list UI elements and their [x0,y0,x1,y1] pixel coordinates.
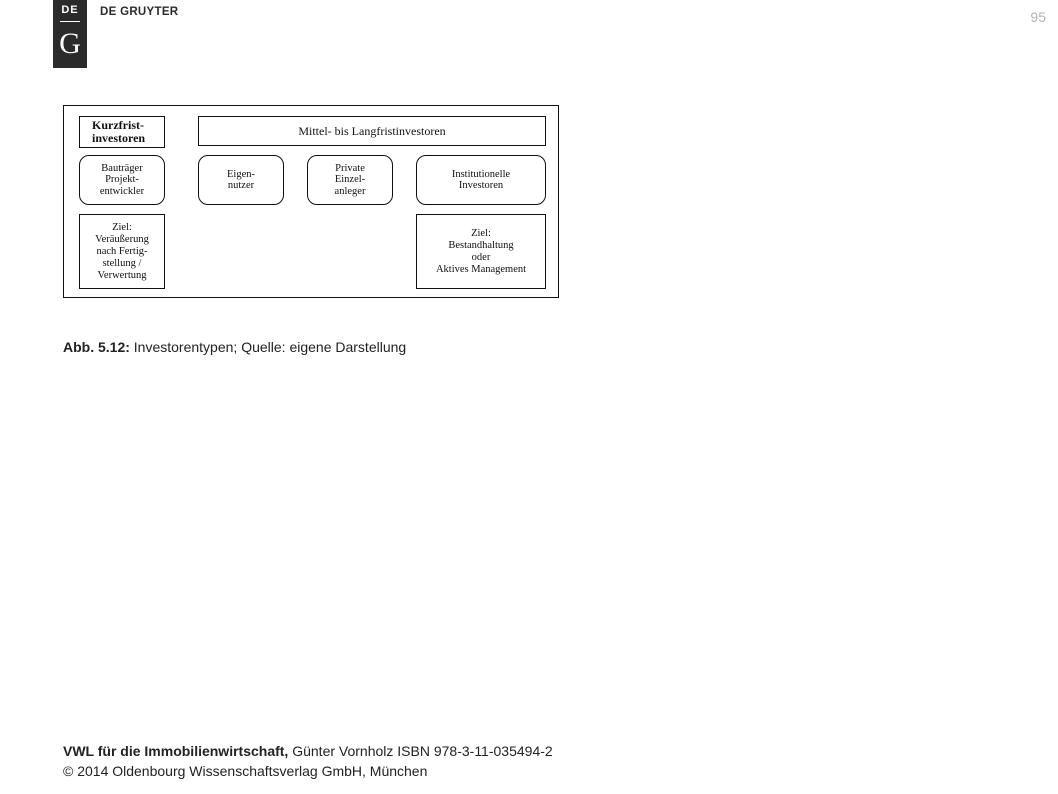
logo-g-letter: G [59,27,81,60]
box-private-einzelanleger: Private Einzel- anleger [307,155,393,205]
citation-footer [63,741,553,781]
box-institutionelle-investoren: Institutionelle Investoren [416,155,546,205]
page-number: 95 [1030,9,1046,25]
investor-types-diagram [63,105,559,298]
publisher-name: DE GRUYTER [100,6,179,18]
publisher-logo [53,0,87,68]
author-isbn: Günter Vornholz ISBN 978-3-11-035494-2 [288,743,553,759]
footer-line-1 [63,741,553,761]
copyright-line: © 2014 Oldenbourg Wissenschaftsverlag GmbH, München [63,763,428,779]
book-title: VWL für die Immobilienwirtschaft, [63,743,289,759]
box-bautraeger: Bauträger Projekt- entwickler [79,155,165,205]
caption-text: Investorentypen; Quelle: eigene Darstellung [129,339,407,355]
caption-label: Abb. 5.12: [63,339,130,355]
logo-divider [60,21,80,22]
box-eigennutzer: Eigen- nutzer [198,155,284,205]
figure-caption [63,339,406,355]
box-mittel-langfrist-investoren: Mittel- bis Langfristinvestoren [198,116,546,146]
box-ziel-veraeusserung: Ziel: Veräußerung nach Fertig- stellung / Verwertung [79,214,165,289]
logo-de-text: DE [61,4,79,16]
box-kurzfrist-investoren: Kurzfrist- investoren [79,116,165,148]
box-ziel-bestandhaltung: Ziel: Bestandhaltung oder Aktives Management [416,214,546,289]
